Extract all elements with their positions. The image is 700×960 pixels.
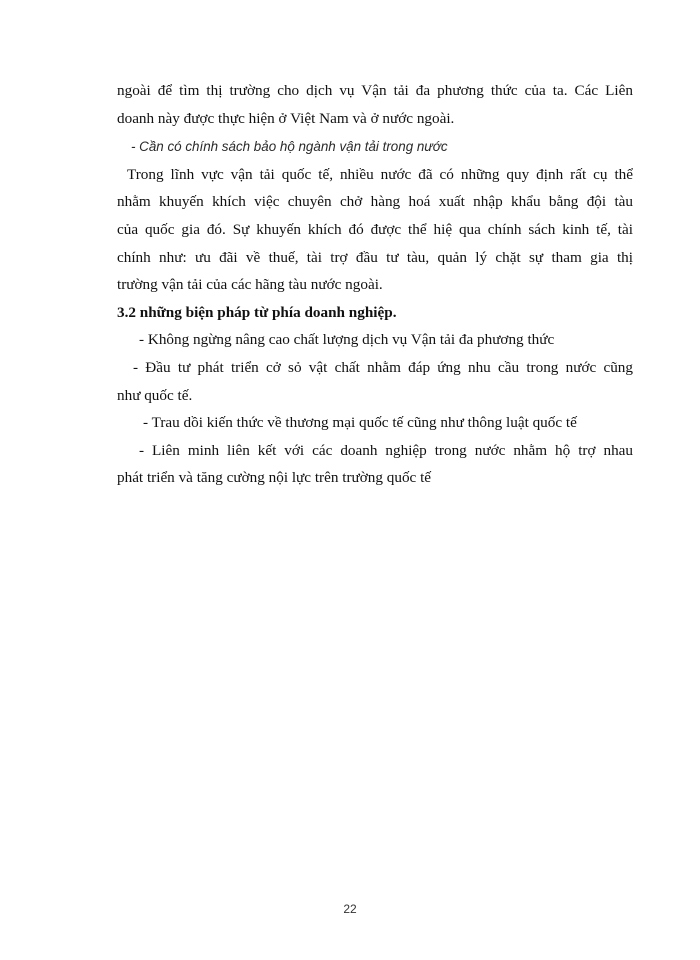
paragraph-line: ngoài để tìm thị trường cho dịch vụ Vận tải đa phương thức của ta. Các Liên: [117, 82, 633, 99]
paragraph-line: doanh này được thực hiện ở Việt Nam và ở nước ngoài.: [117, 109, 455, 127]
paragraph-line: Trong lĩnh vực vận tải quốc tế, nhiều nước đã có những quy định rất cụ thể: [127, 165, 633, 183]
page-body: [117, 77, 633, 492]
paragraph-line: của quốc gia đó. Sự khuyến khích đó được thể hiệ qua chính sách kinh tế, tài: [117, 220, 633, 238]
bullet-item: - Không ngừng nâng cao chất lượng dịch vụ Vận tải đa phương thức: [139, 331, 555, 349]
paragraph-line: trường vận tải của các hãng tàu nước ngoài.: [117, 276, 383, 294]
paragraph-line: nhằm khuyến khích việc chuyên chở hàng hoá xuất nhập khẩu bằng đội tàu: [117, 193, 633, 211]
bullet-item: - Liên minh liên kết với các doanh nghiệp trong nước nhằm hộ trợ nhau: [139, 441, 633, 459]
italic-list-item: - Cần có chính sách bảo hộ ngành vận tải trong nước: [131, 139, 448, 155]
bullet-item: - Đầu tư phát triển cở sỏ vật chất nhằm đáp ứng nhu cầu trong nước cũng: [133, 358, 633, 376]
paragraph-line: chính như: ưu đãi về thuế, tài trợ đầu tư tàu, quản lý chặt sự tham gia thị: [117, 248, 633, 266]
bullet-continuation: như quốc tế.: [117, 386, 193, 404]
section-heading: 3.2 những biện pháp từ phía doanh nghiệp.: [117, 303, 397, 321]
page-number: 22: [343, 902, 357, 916]
bullet-item: - Trau dồi kiến thức về thương mại quốc tế cũng như thông luật quốc tế: [143, 414, 577, 432]
bullet-continuation: phát triển và tăng cường nội lực trên trường quốc tế: [117, 469, 432, 487]
